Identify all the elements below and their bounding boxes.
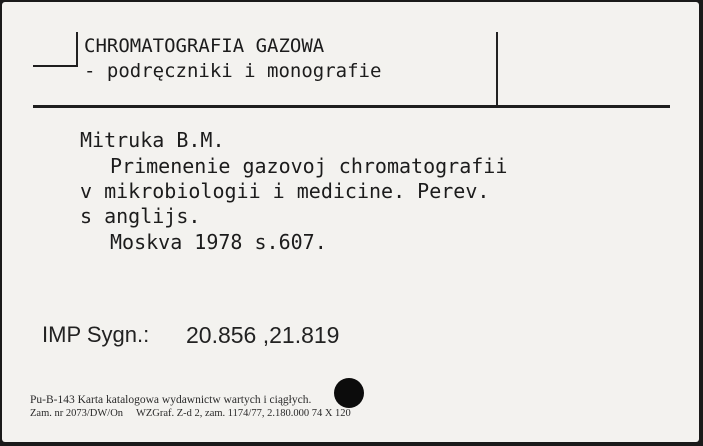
catalog-card [2,2,699,442]
punch-hole-icon [334,378,364,408]
header-left-vertical-rule [76,32,78,66]
subject-subheading: - podręczniki i monografie [84,60,382,82]
header-divider-rule [33,105,670,108]
entry-imprint: Moskva 1978 s.607. [110,230,327,254]
header-left-short-rule [33,65,78,67]
subject-heading: CHROMATOGRAFIA GAZOWA [84,35,325,57]
entry-title-line-2: v mikrobiologii i medicine. Perev. [80,179,490,203]
entry-title-line-3: s anglijs. [80,204,201,228]
entry-title-line-1: Primenenie gazovoj chromatografii [110,154,508,178]
signature-label: IMP Sygn.: [42,322,150,347]
entry-author: Mitruka B.M. [80,128,225,152]
footer-line-2: Zam. nr 2073/DW/On WZGraf. Z-d 2, zam. 1174/77, 2.180.000 74 X 120 [30,408,351,419]
header-right-vertical-rule [496,32,498,106]
footer-line-1: Pu-B-143 Karta katalogowa wydawnictw wartych i ciągłych. [30,394,312,406]
signature-numbers: 20.856 ,21.819 [186,322,340,348]
